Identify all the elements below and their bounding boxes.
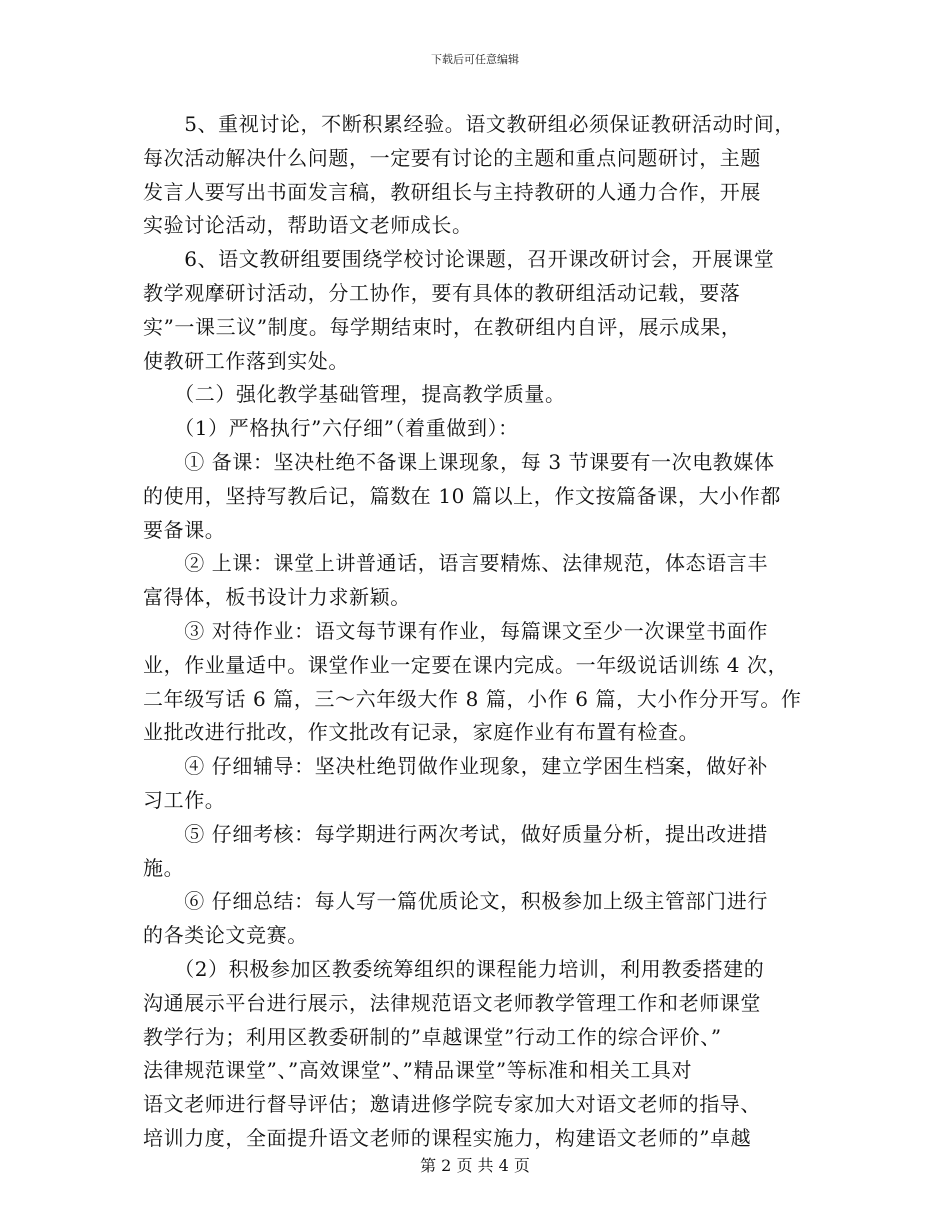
text-line: 使教研工作落到实处。 xyxy=(143,348,349,373)
page-header: 下载后可任意编辑 xyxy=(431,53,519,66)
text-line: 的各类论文竞赛。 xyxy=(143,923,308,948)
text-line: ⑤ 仔细考核：每学期进行两次考试，做好质量分析，提出改进措 xyxy=(143,821,768,846)
text-line: 的使用，坚持写教后记，篇数在 10 篇以上，作文按篇备课，大小作都 xyxy=(143,483,781,508)
document-body xyxy=(143,108,823,1156)
paragraph xyxy=(143,108,823,243)
text-line: ① 备课：坚决杜绝不备课上课现象，每 3 节课要有一次电教媒体 xyxy=(143,449,775,474)
text-line: 实验讨论活动，帮助语文老师成长。 xyxy=(143,213,473,238)
text-line: 实”一课三议”制度。每学期结束时，在教研组内自评，展示成果， xyxy=(143,314,742,339)
text-line: 要备课。 xyxy=(143,517,226,542)
text-line: 富得体，板书设计力求新颖。 xyxy=(143,585,411,610)
text-line: 习工作。 xyxy=(143,787,226,812)
text-line: 业批改进行批改，作文批改有记录，家庭作业有布置有检查。 xyxy=(143,720,700,745)
text-line: 语文老师进行督导评估；邀请进修学院专家加大对语文老师的指导、 xyxy=(143,1092,761,1117)
text-line: ③ 对待作业：语文每节课有作业，每篇课文至少一次课堂书面作 xyxy=(143,618,768,643)
paragraph xyxy=(143,243,823,378)
text-line: 5、重视讨论，不断积累经验。语文教研组必须保证教研活动时间， xyxy=(143,112,795,136)
subsection-heading xyxy=(143,412,823,446)
paragraph xyxy=(143,818,823,886)
paragraph xyxy=(143,615,823,750)
text-line: 6、语文教研组要围绕学校讨论课题，召开课改研讨会，开展课堂 xyxy=(143,247,775,272)
text-line: 业，作业量适中。课堂作业一定要在课内完成。一年级说话训练 4 次， xyxy=(143,652,789,677)
text-line: 沟通展示平台进行展示，法律规范语文老师教学管理工作和老师课堂 xyxy=(143,990,761,1015)
text-line: 每次活动解决什么问题，一定要有讨论的主题和重点问题研讨，主题 xyxy=(143,145,761,170)
section-heading xyxy=(143,378,823,412)
paragraph xyxy=(143,446,823,547)
paragraph xyxy=(143,885,823,953)
text-line: （1）严格执行”六仔细”（着重做到）： xyxy=(143,416,519,441)
page-number-footer: 第 2 页 共 4 页 xyxy=(420,1156,530,1175)
text-line: （二）强化教学基础管理，提高教学质量。 xyxy=(143,382,566,407)
text-line: ④ 仔细辅导：坚决杜绝罚做作业现象，建立学困生档案，做好补 xyxy=(143,754,768,779)
text-line: 教学观摩研讨活动，分工协作，要有具体的教研组活动记载，要落 xyxy=(143,280,741,305)
text-line: （2）积极参加区教委统筹组织的课程能力培训，利用教委搭建的 xyxy=(143,956,765,981)
text-line: ⑥ 仔细总结：每人写一篇优质论文，积极参加上级主管部门进行 xyxy=(143,889,768,914)
text-line: 二年级写话 6 篇，三～六年级大作 8 篇，小作 6 篇，大小作分开写。作 xyxy=(143,686,802,711)
text-line: ② 上课：课堂上讲普通话，语言要精炼、法律规范，体态语言丰 xyxy=(143,551,768,576)
paragraph xyxy=(143,547,823,615)
text-line: 法律规范课堂”、”高效课堂”、”精品课堂”等标准和相关工具对 xyxy=(143,1058,693,1083)
text-line: 发言人要写出书面发言稿，教研组长与主持教研的人通力合作，开展 xyxy=(143,179,761,204)
text-line: 教学行为；利用区教委研制的”卓越课堂”行动工作的综合评价、” xyxy=(143,1024,722,1049)
text-line: 培训力度，全面提升语文老师的课程实施力，构建语文老师的”卓越 xyxy=(143,1125,752,1150)
paragraph xyxy=(143,953,823,1156)
text-line: 施。 xyxy=(143,855,185,880)
paragraph xyxy=(143,750,823,818)
